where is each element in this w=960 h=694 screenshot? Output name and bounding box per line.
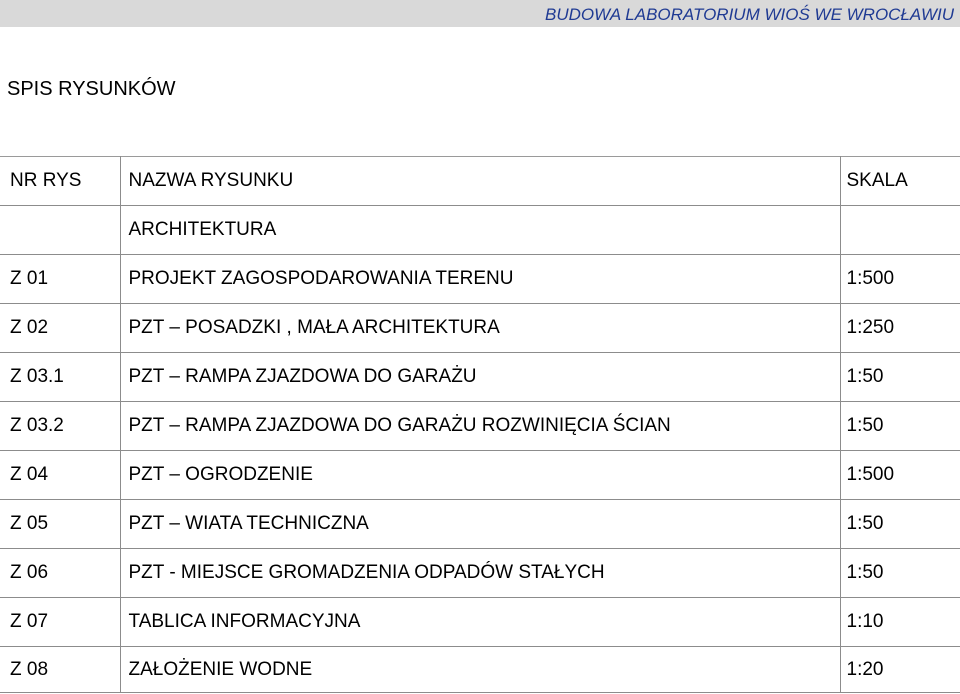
drawing-number: Z 03.2 [0,402,120,451]
drawing-number: Z 01 [0,255,120,304]
header-bar [0,0,960,27]
drawing-name: PZT – RAMPA ZJAZDOWA DO GARAŻU ROZWINIĘCIA ŚCIAN [120,402,840,451]
drawing-number: Z 04 [0,451,120,500]
section-scale-cell [840,206,960,255]
table-row [0,598,960,647]
drawing-name: ZAŁOŻENIE WODNE [120,647,840,693]
table-row [0,549,960,598]
drawing-name: PROJEKT ZAGOSPODAROWANIA TERENU [120,255,840,304]
drawing-scale: 1:50 [840,549,960,598]
drawing-number: Z 05 [0,500,120,549]
drawing-scale: 1:10 [840,598,960,647]
table-row [0,402,960,451]
drawing-scale: 1:20 [840,647,960,693]
drawing-number: Z 08 [0,647,120,693]
drawing-name: PZT - MIEJSCE GROMADZENIA ODPADÓW STAŁYCH [120,549,840,598]
section-nr-cell [0,206,120,255]
table-row [0,451,960,500]
table-row [0,500,960,549]
project-title: BUDOWA LABORATORIUM WIOŚ WE WROCŁAWIU [545,5,954,24]
drawing-number: Z 03.1 [0,353,120,402]
table-row [0,647,960,693]
table-row [0,255,960,304]
page-title: SPIS RYSUNKÓW [7,78,176,100]
column-header-name: NAZWA RYSUNKU [120,157,840,206]
table-row [0,353,960,402]
drawing-name: TABLICA INFORMACYJNA [120,598,840,647]
drawing-scale: 1:50 [840,500,960,549]
drawing-name: PZT – RAMPA ZJAZDOWA DO GARAŻU [120,353,840,402]
drawing-scale: 1:500 [840,451,960,500]
drawing-scale: 1:500 [840,255,960,304]
section-row [0,206,960,255]
drawing-scale: 1:250 [840,304,960,353]
drawing-number: Z 06 [0,549,120,598]
column-header-nr: NR RYS [0,157,120,206]
table-header-row [0,157,960,206]
drawing-name: PZT – POSADZKI , MAŁA ARCHITEKTURA [120,304,840,353]
column-header-scale: SKALA [840,157,960,206]
drawing-scale: 1:50 [840,402,960,451]
drawing-number: Z 07 [0,598,120,647]
drawing-name: PZT – WIATA TECHNICZNA [120,500,840,549]
drawings-table [0,156,960,693]
drawing-number: Z 02 [0,304,120,353]
drawing-scale: 1:50 [840,353,960,402]
table-row [0,304,960,353]
drawing-name: PZT – OGRODZENIE [120,451,840,500]
section-title: ARCHITEKTURA [120,206,840,255]
